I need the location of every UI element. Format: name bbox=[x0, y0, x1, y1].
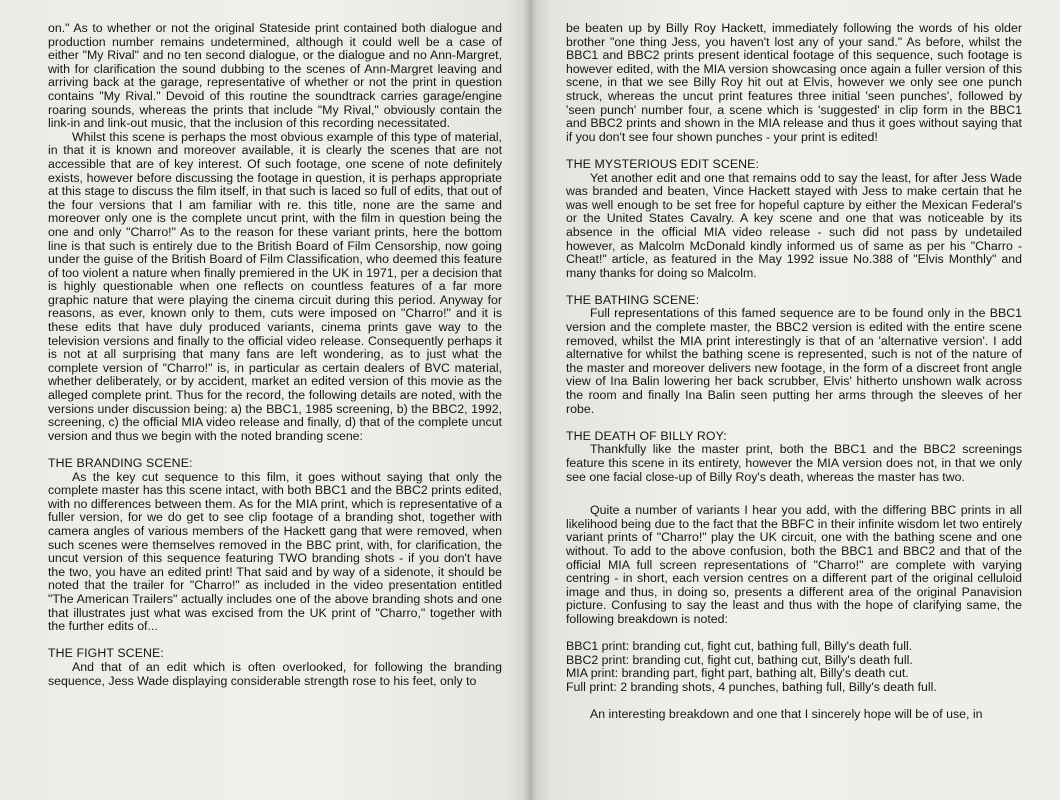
para-fight-scene: And that of an edit which is often overlooked, for following the branding sequence, Jess Wade displaying considerable strength rose to his feet, only to bbox=[48, 659, 502, 688]
para-mysterious-edit-scene: Yet another edit and one that remains odd to say the least, for after Jess Wade was branded and beaten, Vince Hackett stayed with Jess to make certain that he was well enough to be set free for hopeful capture by either the Mexican Federal's or the United States Cavalry. A key scene and one that was noticeable by its absence in the official MIA video release - such did not pass by undetailed however, as Malcolm McDonald kindly informed us of same as per his "Charro - Cheat!" article, as featured in the May 1992 issue No.388 of "Elvis Monthly" and many thanks for doing so Malcolm. bbox=[566, 170, 1022, 280]
breakdown-bbc2: BBC2 print: branding cut, fight cut, bathing cut, Billy's death full. bbox=[566, 652, 913, 667]
heading-fight-scene: THE FIGHT SCENE: bbox=[48, 646, 164, 661]
right-para-fight-continued: be beaten up by Billy Roy Hackett, immediately following the words of his older brother "one thing Jess, you haven't lost any of your sand." As before, whilst the BBC1 and BBC2 prints present identical footage of this sequence, such footage is however edited, with the MIA version showcasing once again a fuller version of this scene, in that we see Billy Roy hit out at Elvis, however we only see one punch struck, whereas the uncut print features three initial 'seen punches', followed by 'seen punch' number four, a scene which is 'suggested' in clip form in the BBC1 and BBC2 prints and shown in the MIA release and thus it goes without saying that if you don't see four shown punches - your print is edited! bbox=[566, 21, 1022, 144]
breakdown-list bbox=[566, 640, 1022, 694]
right-page bbox=[530, 0, 1060, 800]
para-bathing-scene: Full representations of this famed sequence are to be found only in the BBC1 version and the complete master, the BBC2 version is edited with the entire scene removed, whilst the MIA print interestingly is that of an 'alternative version'. I add alternative for whilst the bathing scene is represented, such is not of the nature of the master and moreover delivers new footage, in the form of a discreet front angle view of Ina Balin lowering her back scrubber, Elvis' hitherto unshown walk across the room and finally Ina Balin seen putting her arms through the sleeves of her robe. bbox=[566, 306, 1022, 416]
heading-mysterious-edit-scene: THE MYSTERIOUS EDIT SCENE: bbox=[566, 156, 760, 171]
breakdown-mia: MIA print: branding part, fight part, bathing alt, Billy's death cut. bbox=[566, 666, 909, 681]
para-closing: An interesting breakdown and one that I sincerely hope will be of use, in bbox=[590, 707, 983, 722]
breakdown-full: Full print: 2 branding shots, 4 punches, bathing full, Billy's death full. bbox=[566, 679, 937, 694]
heading-bathing-scene: THE BATHING SCENE: bbox=[566, 292, 700, 307]
heading-death-of-billy-roy: THE DEATH OF BILLY ROY: bbox=[566, 428, 727, 443]
para-variants: Quite a number of variants I hear you add, with the differing BBC prints in all likelihood being due to the fact that the BBFC in their infinite wisdom let two entirely variant prints of "Charro!" play the UK circuit, one with the bathing scene and one without. To add to the above confusion, both the BBC1 and BBC2 and that of the official MIA full screen representations of "Charro!" are complete with varying centring - in short, each version centres on a different part of the original celluloid image and thus, in doing so, presents a different area of the original Panavision picture. Confusing to say the least and thus with the hope of clarifying same, the following breakdown is noted: bbox=[566, 503, 1022, 626]
para-branding-scene: As the key cut sequence to this film, it goes without saying that only the complete master has this scene intact, with both BBC1 and the BBC2 prints edited, with no differences between them. As for the MIA print, which is representative of a fuller version, for we do get to see clip footage of a branding shot, together with camera angles of various members of the Hackett gang that were removed, when such scenes were themselves removed in the BBC print, with, for clarification, the uncut version of this sequence featuring TWO branding shots - if you don't have the two, you have an edited print! That said and by way of a sidenote, it should be noted that the trailer for "Charro!" as included in the video presentation entitled "The American Trailers" actually includes one of the above branding shots and one that illustrates just what was excised from the UK print of "Charro," together with the further edits of... bbox=[48, 469, 502, 634]
para-death-of-billy-roy: Thankfully like the master print, both the BBC1 and the BBC2 screenings feature this scene in its entirety, however the MIA version does not, in that we only see one facial close-up of Billy Roy's death, whereas the master has two. bbox=[566, 442, 1022, 484]
heading-branding-scene: THE BRANDING SCENE: bbox=[48, 456, 193, 470]
left-para-variant-prints: Whilst this scene is perhaps the most obvious example of this type of material, in that it is known and moreover available, it is clearly the scenes that are not accessible that are of key interest. Of such footage, one scene of note definitely exists, however before discussing the footage in question, it is perhaps appropriate at this stage to discuss the film itself, in that such is laced so full of edits, that out of the four versions that I am familiar with re. this title, none are the same and moreover only one is the complete uncut print, with the film in question being the one and only "Charro!" As to the reason for these variant prints, here the bottom line is that such is entirely due to the British Board of Film Censorship, now going under the guise of the British Board of Film Classification, who deemed this feature of too violent a nature when finally premiered in the UK in 1971, per a decision that is highly questionable when one reflects on countless features of a far more graphic nature that were playing the cinema circuit during this period. Anyway for reasons, as ever, known only to them, cuts were imposed on "Charro!" and it is these edits that have duly produced variants, cinema prints gave way to the television versions and finally to the official video release. Consequently perhaps it is not at all surprising that many fans are left wondering, as to just what the complete version of "Charro!" is, in particular as certain dealers of BVC material, whether deliberately, or by accident, market an edited version of this movie as the alleged complete print. Thus for the record, the following details are noted, with the versions under discussion being: a) the BBC1, 1985 screening, b) the BBC2, 1992, screening, c) the official MIA video release and finally, d) that of the complete uncut version and thus we begin with the noted branding scene: bbox=[48, 129, 502, 443]
left-para-intro: on." As to whether or not the original Stateside print contained both dialogue and production number remains undetermined, although it could well be a case of either "My Rival" and no ten second dialogue, or the dialogue and no Ann-Margret, with for clarification the sound dubbing to the scenes of Ann-Margret leaving and arriving back at the garage, representative of whether or not the print in question contains "My Rival." Devoid of this routine the soundtrack carries garage/engine roaring sounds, whereas the prints that include "My Rival," obviously contain the link-in and link-out music, that the inclusion of this recording necessitated. bbox=[48, 21, 502, 131]
breakdown-bbc1: BBC1 print: branding cut, fight cut, bathing full, Billy's death full. bbox=[566, 639, 913, 654]
